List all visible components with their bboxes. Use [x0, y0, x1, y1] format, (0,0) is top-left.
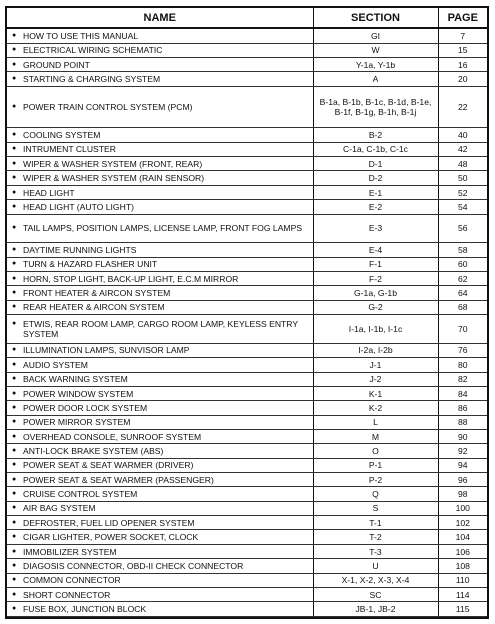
row-name: POWER SEAT & SEAT WARMER (PASSENGER)	[23, 474, 214, 485]
bullet-icon: ●	[12, 389, 17, 397]
table-row	[7, 573, 487, 587]
row-section-cell	[313, 214, 438, 243]
table-row	[7, 157, 487, 171]
row-name: HORN, STOP LIGHT, BACK-UP LIGHT, E.C.M MIRROR	[23, 273, 239, 284]
row-name: ETWIS, REAR ROOM LAMP, CARGO ROOM LAMP, KEYLESS ENTRY SYSTEM	[23, 318, 298, 339]
row-section: JB-1, JB-2	[355, 604, 396, 615]
row-section-cell	[313, 487, 438, 501]
table-row	[7, 487, 487, 501]
row-section: S	[372, 503, 379, 514]
bullet-icon: ●	[12, 31, 17, 39]
row-page: 62	[438, 272, 487, 286]
row-section: Q	[372, 489, 379, 500]
row-name-cell	[7, 28, 313, 43]
row-name-cell	[7, 257, 313, 271]
row-section: K-1	[368, 388, 383, 399]
row-section-cell	[313, 200, 438, 214]
row-section: GI	[370, 30, 381, 41]
row-page: 100	[438, 501, 487, 515]
row-section-cell	[313, 587, 438, 601]
row-name: REAR HEATER & AIRCON SYSTEM	[23, 302, 165, 313]
row-name-cell	[7, 358, 313, 372]
row-page: 56	[438, 214, 487, 243]
row-name-cell	[7, 473, 313, 487]
row-name-cell	[7, 72, 313, 86]
bullet-icon: ●	[12, 432, 17, 440]
index-table	[7, 8, 487, 617]
bullet-icon: ●	[12, 245, 17, 253]
row-name-cell	[7, 386, 313, 400]
row-section: P-2	[368, 474, 383, 485]
row-section: E-2	[368, 201, 383, 212]
bullet-icon: ●	[12, 102, 17, 110]
row-name: COOLING SYSTEM	[23, 130, 101, 141]
bullet-icon: ●	[12, 375, 17, 383]
row-name: TURN & HAZARD FLASHER UNIT	[23, 259, 158, 270]
row-page: 58	[438, 243, 487, 257]
row-page: 102	[438, 516, 487, 530]
row-page: 15	[438, 43, 487, 57]
row-section-cell	[313, 372, 438, 386]
table-row	[7, 602, 487, 617]
row-name: HEAD LIGHT (AUTO LIGHT)	[23, 201, 134, 212]
table-row	[7, 530, 487, 544]
row-name: GROUND POINT	[23, 59, 90, 70]
row-name: AIR BAG SYSTEM	[23, 503, 96, 514]
table-row	[7, 171, 487, 185]
table-row	[7, 501, 487, 515]
row-section-cell	[313, 573, 438, 587]
row-section: F-1	[369, 259, 382, 270]
row-page: 92	[438, 444, 487, 458]
bullet-icon: ●	[12, 188, 17, 196]
bullet-icon: ●	[12, 260, 17, 268]
table-row	[7, 57, 487, 71]
row-page: 40	[438, 128, 487, 142]
table-row	[7, 214, 487, 243]
row-page: 110	[438, 573, 487, 587]
table-row	[7, 516, 487, 530]
row-section: D-2	[368, 173, 383, 184]
row-section-cell	[313, 315, 438, 344]
table-row	[7, 415, 487, 429]
table-row	[7, 372, 487, 386]
row-section-cell	[313, 444, 438, 458]
table-row	[7, 401, 487, 415]
table-row	[7, 473, 487, 487]
row-section-cell	[313, 544, 438, 558]
table-row	[7, 559, 487, 573]
row-name-cell	[7, 300, 313, 314]
row-name-cell	[7, 128, 313, 142]
row-page: 64	[438, 286, 487, 300]
table-row	[7, 358, 487, 372]
table-row	[7, 200, 487, 214]
table-row	[7, 128, 487, 142]
row-page: 54	[438, 200, 487, 214]
row-name-cell	[7, 157, 313, 171]
row-section: B-1a, B-1b, B-1c, B-1d, B-1e, B-1f, B-1g, B-1h, B-1j	[319, 96, 432, 117]
row-page: 115	[438, 602, 487, 617]
row-section-cell	[313, 501, 438, 515]
bullet-icon: ●	[12, 159, 17, 167]
row-name: HOW TO USE THIS MANUAL	[23, 30, 139, 41]
bullet-icon: ●	[12, 475, 17, 483]
row-name: HEAD LIGHT	[23, 187, 75, 198]
row-name-cell	[7, 315, 313, 344]
row-name: DIAGOSIS CONNECTOR, OBD-II CHECK CONNECTOR	[23, 560, 244, 571]
row-page: 70	[438, 315, 487, 344]
row-section-cell	[313, 386, 438, 400]
row-section-cell	[313, 257, 438, 271]
row-name: IMMOBILIZER SYSTEM	[23, 546, 117, 557]
bullet-icon: ●	[12, 518, 17, 526]
bullet-icon: ●	[12, 504, 17, 512]
bullet-icon: ●	[12, 289, 17, 297]
row-section: I-2a, I-2b	[358, 345, 393, 356]
row-page: 16	[438, 57, 487, 71]
row-name-cell	[7, 43, 313, 57]
table-row	[7, 257, 487, 271]
table-row	[7, 544, 487, 558]
row-section-cell	[313, 429, 438, 443]
index-table-frame	[5, 6, 489, 619]
row-section: D-1	[368, 158, 383, 169]
table-row	[7, 286, 487, 300]
row-section-cell	[313, 458, 438, 472]
table-row	[7, 315, 487, 344]
row-page: 82	[438, 372, 487, 386]
row-section-cell	[313, 272, 438, 286]
row-name-cell	[7, 602, 313, 617]
row-name-cell	[7, 501, 313, 515]
bullet-icon: ●	[12, 131, 17, 139]
row-page: 90	[438, 429, 487, 443]
table-row	[7, 444, 487, 458]
header-section: SECTION	[313, 8, 438, 28]
row-section: L	[373, 417, 378, 428]
row-name: COMMON CONNECTOR	[23, 575, 121, 586]
row-page: 96	[438, 473, 487, 487]
row-name-cell	[7, 559, 313, 573]
bullet-icon: ●	[12, 533, 17, 541]
row-page: 48	[438, 157, 487, 171]
bullet-icon: ●	[12, 403, 17, 411]
row-name: STARTING & CHARGING SYSTEM	[23, 73, 161, 84]
row-name-cell	[7, 516, 313, 530]
row-name: WIPER & WASHER SYSTEM (RAIN SENSOR)	[23, 173, 205, 184]
row-page: 42	[438, 142, 487, 156]
table-row	[7, 587, 487, 601]
row-section: O	[372, 446, 379, 456]
row-name-cell	[7, 530, 313, 544]
row-section: G-1a, G-1b	[354, 288, 397, 299]
row-page: 80	[438, 358, 487, 372]
row-page: 94	[438, 458, 487, 472]
table-row	[7, 86, 487, 128]
table-row	[7, 243, 487, 257]
row-name: TAIL LAMPS, POSITION LAMPS, LICENSE LAMP, FRONT FOG LAMPS	[23, 223, 303, 234]
row-page: 106	[438, 544, 487, 558]
row-name-cell	[7, 444, 313, 458]
row-section-cell	[313, 415, 438, 429]
row-section: E-4	[368, 244, 383, 255]
row-name-cell	[7, 587, 313, 601]
table-row	[7, 72, 487, 86]
bullet-icon: ●	[12, 60, 17, 68]
table-row	[7, 343, 487, 357]
row-name: ILLUMINATION LAMPS, SUNVISOR LAMP	[23, 345, 190, 356]
row-page: 104	[438, 530, 487, 544]
row-name-cell	[7, 415, 313, 429]
row-section-cell	[313, 473, 438, 487]
bullet-icon: ●	[12, 74, 17, 82]
row-name: ELECTRICAL WIRING SCHEMATIC	[23, 45, 163, 56]
bullet-icon: ●	[12, 590, 17, 598]
row-page: 7	[438, 28, 487, 43]
row-section: P-1	[368, 460, 383, 471]
row-section: SC	[369, 589, 382, 600]
table-row	[7, 43, 487, 57]
row-name-cell	[7, 458, 313, 472]
row-name-cell	[7, 429, 313, 443]
bullet-icon: ●	[12, 576, 17, 584]
row-name-cell	[7, 142, 313, 156]
row-section: G-2	[368, 302, 383, 313]
row-section-cell	[313, 171, 438, 185]
row-section-cell	[313, 28, 438, 43]
table-row	[7, 28, 487, 43]
row-page: 76	[438, 343, 487, 357]
row-section-cell	[313, 530, 438, 544]
row-name: POWER MIRROR SYSTEM	[23, 417, 131, 428]
row-name-cell	[7, 544, 313, 558]
bullet-icon: ●	[12, 319, 17, 327]
row-name: SHORT CONNECTOR	[23, 589, 111, 600]
row-section-cell	[313, 142, 438, 156]
bullet-icon: ●	[12, 360, 17, 368]
row-section: K-2	[368, 402, 383, 413]
row-section: B-2	[368, 130, 383, 141]
row-name: ANTI-LOCK BRAKE SYSTEM (ABS)	[23, 446, 164, 456]
row-name-cell	[7, 185, 313, 199]
row-section: T-3	[369, 546, 382, 557]
row-section: W	[371, 45, 380, 56]
row-page: 68	[438, 300, 487, 314]
row-section-cell	[313, 300, 438, 314]
row-name: POWER WINDOW SYSTEM	[23, 388, 134, 399]
bullet-icon: ●	[12, 490, 17, 498]
row-page: 114	[438, 587, 487, 601]
row-name: POWER DOOR LOCK SYSTEM	[23, 402, 148, 413]
row-section: X-1, X-2, X-3, X-4	[341, 575, 410, 586]
row-name: FUSE BOX, JUNCTION BLOCK	[23, 604, 147, 615]
row-page: 50	[438, 171, 487, 185]
bullet-icon: ●	[12, 461, 17, 469]
row-page: 52	[438, 185, 487, 199]
bullet-icon: ●	[12, 346, 17, 354]
row-section-cell	[313, 516, 438, 530]
row-name: CRUISE CONTROL SYSTEM	[23, 489, 138, 500]
row-section-cell	[313, 358, 438, 372]
row-name-cell	[7, 286, 313, 300]
index-rows	[7, 28, 487, 617]
row-section-cell	[313, 128, 438, 142]
table-row	[7, 300, 487, 314]
row-section-cell	[313, 602, 438, 617]
row-section: A	[372, 73, 379, 84]
bullet-icon: ●	[12, 202, 17, 210]
row-section: T-1	[369, 517, 382, 528]
table-row	[7, 185, 487, 199]
row-name-cell	[7, 343, 313, 357]
row-section: E-3	[368, 223, 383, 234]
table-row	[7, 386, 487, 400]
row-name: OVERHEAD CONSOLE, SUNROOF SYSTEM	[23, 431, 202, 442]
row-name: DEFROSTER, FUEL LID OPENER SYSTEM	[23, 517, 195, 528]
row-section: I-1a, I-1b, I-1c	[348, 323, 403, 334]
row-section: Y-1a, Y-1b	[355, 59, 396, 70]
header-page: PAGE	[438, 8, 487, 28]
row-section-cell	[313, 72, 438, 86]
row-section-cell	[313, 243, 438, 257]
row-section: T-2	[369, 532, 382, 543]
row-name: CIGAR LIGHTER, POWER SOCKET, CLOCK	[23, 532, 199, 543]
row-page: 108	[438, 559, 487, 573]
row-name: WIPER & WASHER SYSTEM (FRONT, REAR)	[23, 158, 203, 169]
row-section: F-2	[369, 273, 382, 284]
bullet-icon: ●	[12, 174, 17, 182]
row-section-cell	[313, 401, 438, 415]
row-name-cell	[7, 200, 313, 214]
row-name: FRONT HEATER & AIRCON SYSTEM	[23, 288, 171, 299]
row-name-cell	[7, 372, 313, 386]
row-page: 20	[438, 72, 487, 86]
row-page: 98	[438, 487, 487, 501]
row-page: 88	[438, 415, 487, 429]
bullet-icon: ●	[12, 303, 17, 311]
row-section-cell	[313, 559, 438, 573]
bullet-icon: ●	[12, 224, 17, 232]
table-row	[7, 142, 487, 156]
row-name-cell	[7, 487, 313, 501]
table-row	[7, 458, 487, 472]
row-section: J-1	[369, 359, 382, 370]
row-section-cell	[313, 286, 438, 300]
row-name-cell	[7, 272, 313, 286]
row-name: DAYTIME RUNNING LIGHTS	[23, 244, 137, 255]
bullet-icon: ●	[12, 447, 17, 454]
row-name: POWER TRAIN CONTROL SYSTEM (PCM)	[23, 101, 193, 112]
row-section-cell	[313, 43, 438, 57]
row-section: U	[372, 560, 379, 571]
row-name: AUDIO SYSTEM	[23, 359, 88, 370]
row-section-cell	[313, 157, 438, 171]
row-section-cell	[313, 185, 438, 199]
table-row	[7, 272, 487, 286]
bullet-icon: ●	[12, 605, 17, 613]
row-page: 84	[438, 386, 487, 400]
row-section: J-2	[369, 374, 382, 385]
row-section: C-1a, C-1b, C-1c	[343, 144, 408, 155]
table-row	[7, 429, 487, 443]
row-name: INTRUMENT CLUSTER	[23, 144, 116, 155]
row-name-cell	[7, 57, 313, 71]
header-row	[7, 8, 487, 28]
header-name: NAME	[7, 8, 313, 28]
row-name-cell	[7, 243, 313, 257]
row-name-cell	[7, 171, 313, 185]
row-page: 86	[438, 401, 487, 415]
bullet-icon: ●	[12, 547, 17, 555]
row-name-cell	[7, 86, 313, 128]
row-name: POWER SEAT & SEAT WARMER (DRIVER)	[23, 460, 194, 471]
row-section: E-1	[368, 187, 383, 198]
row-section-cell	[313, 57, 438, 71]
bullet-icon: ●	[12, 46, 17, 54]
row-section-cell	[313, 343, 438, 357]
row-name-cell	[7, 573, 313, 587]
row-section-cell	[313, 86, 438, 128]
row-name-cell	[7, 214, 313, 243]
row-name: BACK WARNING SYSTEM	[23, 374, 128, 385]
bullet-icon: ●	[12, 274, 17, 282]
bullet-icon: ●	[12, 145, 17, 153]
row-section: M	[371, 431, 380, 442]
row-name-cell	[7, 401, 313, 415]
bullet-icon: ●	[12, 561, 17, 569]
row-page: 60	[438, 257, 487, 271]
bullet-icon: ●	[12, 418, 17, 426]
row-page: 22	[438, 86, 487, 128]
